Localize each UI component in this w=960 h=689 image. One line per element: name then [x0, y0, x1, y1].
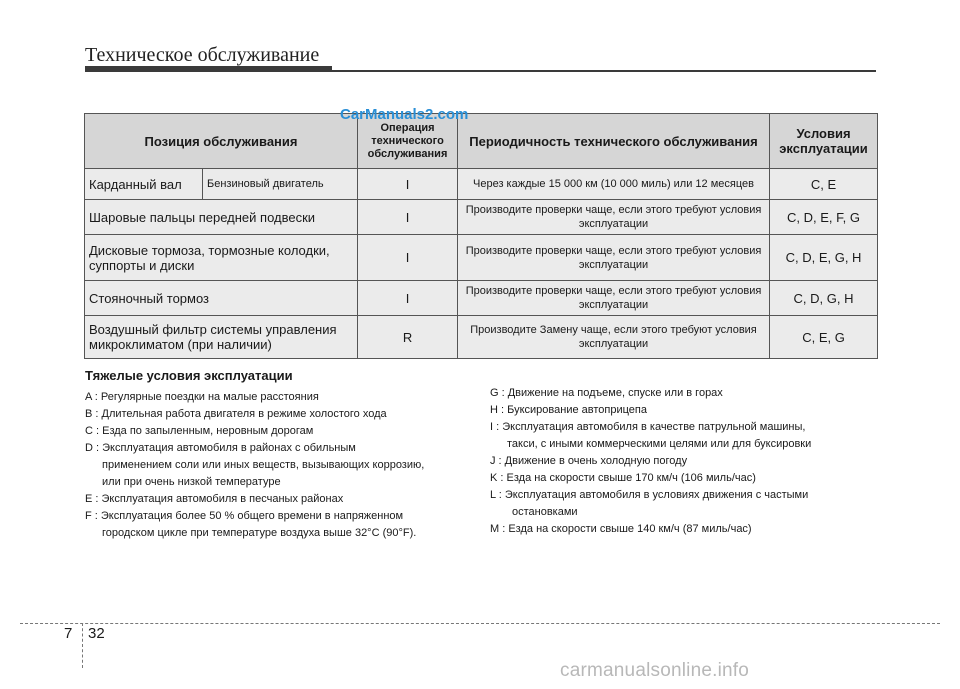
row-conditions: C, E	[770, 169, 878, 200]
header-operation: Операция технического обслуживания	[358, 114, 458, 169]
row-operation: I	[358, 169, 458, 200]
condition-a: A : Регулярные поездки на малые расстояния	[85, 391, 319, 403]
condition-i: I : Эксплуатация автомобиля в качестве патрульной машины,	[490, 421, 806, 433]
watermark-bottom: carmanualsonline.info	[560, 660, 750, 681]
row-period: Производите проверки чаще, если этого требуют условия эксплуатации	[458, 281, 770, 316]
footer-page-separator	[82, 623, 83, 668]
row-operation: I	[358, 281, 458, 316]
row-item: Воздушный фильтр системы управления микроклиматом (при наличии)	[85, 316, 358, 359]
condition-m: M : Езда на скорости свыше 140 км/ч (87 миль/час)	[490, 523, 752, 535]
condition-b: B : Длительная работа двигателя в режиме холостого хода	[85, 408, 387, 420]
condition-k: K : Езда на скорости свыше 170 км/ч (106 миль/час)	[490, 472, 756, 484]
condition-l-cont: остановками	[512, 506, 578, 518]
condition-d-cont2: или при очень низкой температуре	[102, 476, 281, 488]
table-row	[85, 316, 878, 359]
condition-d-cont: применением соли или иных веществ, вызывающих коррозию,	[102, 459, 425, 471]
table-row	[85, 169, 878, 200]
header-bar-thin	[332, 70, 876, 72]
row-period: Через каждые 15 000 км (10 000 миль) или 12 месяцев	[458, 169, 770, 200]
row-conditions: C, E, G	[770, 316, 878, 359]
row-period: Производите Замену чаще, если этого требуют условия эксплуатации	[458, 316, 770, 359]
footer-divider	[20, 623, 940, 624]
condition-e: E : Эксплуатация автомобиля в песчаных районах	[85, 493, 344, 505]
condition-j: J : Движение в очень холодную погоду	[490, 455, 688, 467]
row-item: Шаровые пальцы передней подвески	[85, 200, 358, 235]
conditions-heading: Тяжелые условия эксплуатации	[85, 368, 293, 383]
row-period: Производите проверки чаще, если этого требуют условия эксплуатации	[458, 235, 770, 281]
row-item: Дисковые тормоза, тормозные колодки, суппорты и диски	[85, 235, 358, 281]
row-subitem: Бензиновый двигатель	[203, 169, 358, 200]
condition-g: G : Движение на подъеме, спуске или в горах	[490, 387, 723, 399]
table-header-row	[85, 114, 878, 169]
table-row	[85, 235, 878, 281]
row-conditions: C, D, E, F, G	[770, 200, 878, 235]
header-periodicity: Периодичность технического обслуживания	[458, 114, 770, 169]
row-operation: I	[358, 200, 458, 235]
row-operation: I	[358, 235, 458, 281]
header-position: Позиция обслуживания	[85, 114, 358, 169]
header-bar-thick	[85, 66, 332, 72]
page-number: 32	[88, 625, 105, 642]
maintenance-table	[84, 113, 878, 359]
condition-d: D : Эксплуатация автомобиля в районах с обильным	[85, 442, 356, 454]
row-conditions: C, D, E, G, H	[770, 235, 878, 281]
conditions-left-list	[85, 389, 470, 542]
table-row	[85, 200, 878, 235]
condition-l: L : Эксплуатация автомобиля в условиях движения с частыми	[490, 489, 809, 501]
chapter-number: 7	[64, 625, 73, 642]
page-header-title: Техническое обслуживание	[85, 44, 320, 66]
condition-h: H : Буксирование автоприцепа	[490, 404, 647, 416]
row-conditions: C, D, G, H	[770, 281, 878, 316]
row-period: Производите проверки чаще, если этого требуют условия эксплуатации	[458, 200, 770, 235]
watermark-top: CarManuals2.com	[340, 106, 469, 123]
condition-f-cont: городском цикле при температуре воздуха выше 32°C (90°F).	[102, 527, 417, 539]
row-item: Стояночный тормоз	[85, 281, 358, 316]
conditions-right-list	[490, 385, 880, 538]
header-conditions: Условия эксплуатации	[770, 114, 878, 169]
table-row	[85, 281, 878, 316]
condition-f: F : Эксплуатация более 50 % общего времени в напряженном	[85, 510, 404, 522]
condition-i-cont: такси, с иными коммерческими целями или для буксировки	[507, 438, 812, 450]
row-operation: R	[358, 316, 458, 359]
condition-c: C : Езда по запыленным, неровным дорогам	[85, 425, 314, 437]
row-item: Карданный вал	[85, 169, 203, 200]
